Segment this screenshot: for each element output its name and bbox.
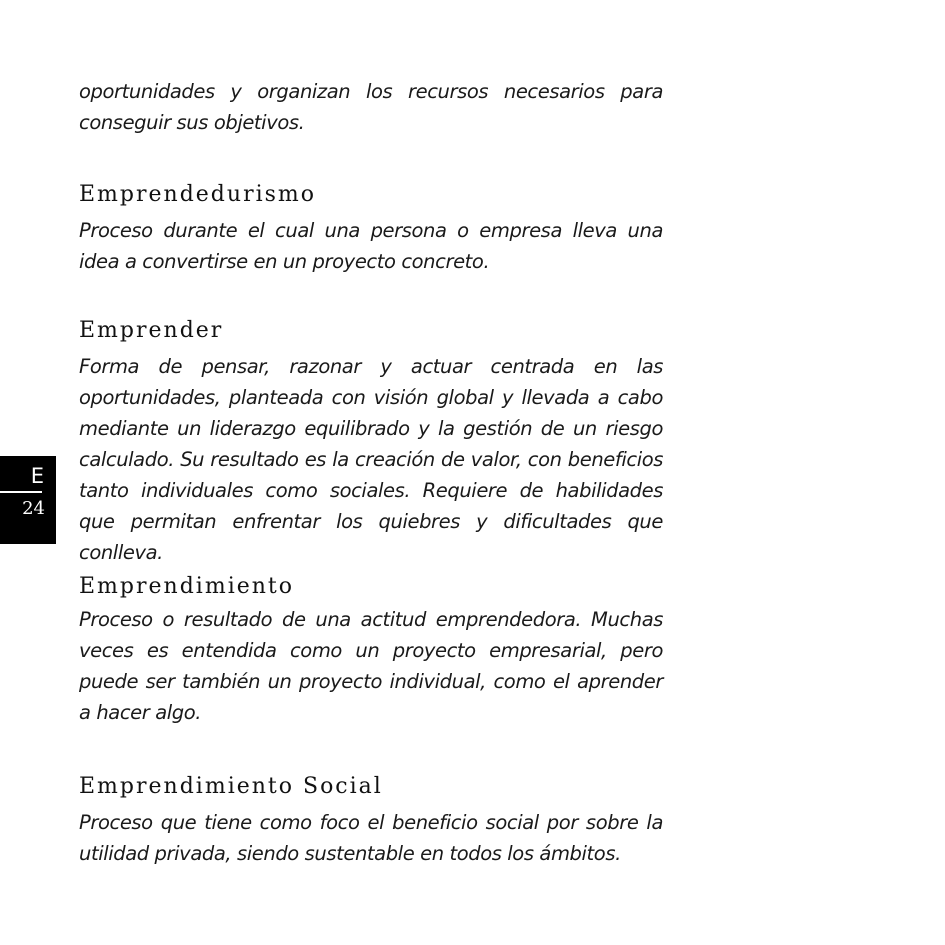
section-tab xyxy=(0,456,56,544)
entry-term: Emprendimiento Social xyxy=(79,774,383,799)
entry-definition: Proceso o resultado de una actitud emprendedora. Muchas veces es entendida como un proyecto empresarial, pero puede ser también un proyecto individual, como el aprender a hacer algo. xyxy=(79,608,663,724)
entry-definition: Proceso durante el cual una persona o empresa lleva una idea a convertirse en un proyecto concreto. xyxy=(79,219,663,273)
tab-divider xyxy=(0,491,42,493)
entry-term: Emprendedurismo xyxy=(79,182,317,207)
entry-term: Emprendimiento xyxy=(79,574,294,599)
section-letter: E xyxy=(30,464,44,488)
intro-paragraph: oportunidades y organizan los recursos necesarios para conseguir sus objetivos. xyxy=(79,80,663,134)
page-number: 24 xyxy=(22,498,45,519)
entry-definition: Proceso que tiene como foco el beneficio social por sobre la utilidad privada, siendo sustentable en todos los ámbitos. xyxy=(79,811,663,865)
entry-term: Emprender xyxy=(79,318,224,343)
entry-definition: Forma de pensar, razonar y actuar centrada en las oportunidades, planteada con visión global y llevada a cabo mediante un liderazgo equilibrado y la gestión de un riesgo calculado. Su resultado es la creación de valor, con beneficios tanto individuales como sociales. Requiere de habilidades que permitan enfrentar los quiebres y dificultades que conlleva. xyxy=(79,355,663,564)
